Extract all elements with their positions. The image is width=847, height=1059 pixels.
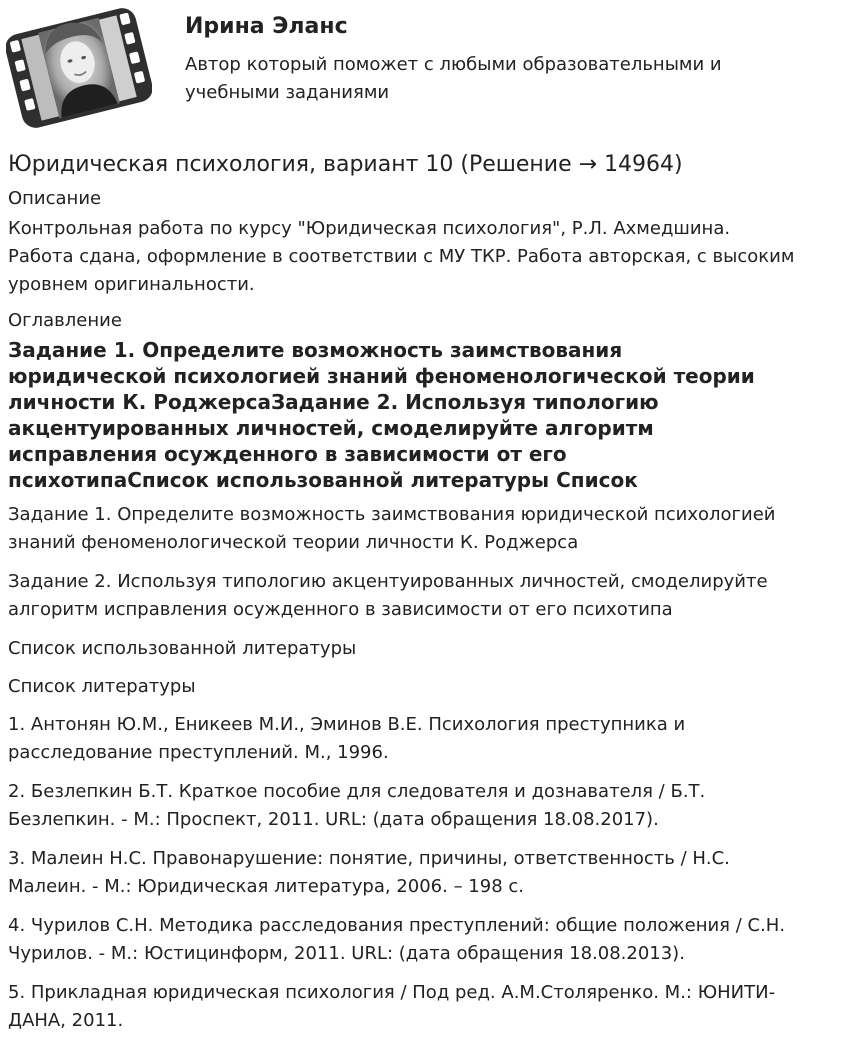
author-tagline-line: учебными заданиями — [185, 82, 390, 103]
task-1-line: Задание 1. Определите возможность заимствования юридической психологией — [8, 504, 776, 525]
task-2-line: Задание 2. Используя типологию акцентуированных личностей, смоделируйте — [8, 571, 768, 592]
references-heading: Список использованной литературы — [8, 638, 357, 659]
reference-line: 5. Прикладная юридическая психология / Под ред. А.М.Столяренко. М.: ЮНИТИ- — [8, 982, 776, 1003]
description-line: уровнем оригинальности. — [8, 274, 255, 295]
reference-line: Безлепкин. - М.: Проспект, 2011. URL: (дата обращения 18.08.2017). — [8, 809, 659, 830]
table-of-contents — [8, 337, 840, 493]
description-text — [8, 215, 840, 299]
reference-line: 1. Антонян Ю.М., Еникеев М.И., Эминов В.Е. Психология преступника и — [8, 714, 686, 735]
toc-line: личности К. РоджерсаЗадание 2. Используя типологию — [8, 390, 659, 414]
reference-line: 2. Безлепкин Б.Т. Краткое пособие для следователя и дознавателя / Б.Т. — [8, 781, 706, 802]
description-line: Работа сдана, оформление в соответствии с МУ ТКР. Работа авторская, с высоким — [8, 246, 795, 267]
reference-line: 4. Чурилов С.Н. Методика расследования преступлений: общие положения / С.Н. — [8, 915, 786, 936]
task-2-line: алгоритм исправления осужденного в зависимости от его психотипа — [8, 599, 673, 620]
task-1-line: знаний феноменологической теории личности К. Роджерса — [8, 532, 579, 553]
reference-line: ДАНА, 2011. — [8, 1010, 124, 1031]
references-subheading: Список литературы — [8, 676, 196, 697]
reference-line: расследование преступлений. М., 1996. — [8, 742, 389, 763]
reference-item — [8, 778, 840, 834]
work-content — [8, 150, 840, 1035]
references-list — [8, 711, 840, 1035]
reference-item — [8, 711, 840, 767]
reference-line: Чурилов. - М.: Юстицинформ, 2011. URL: (дата обращения 18.08.2013). — [8, 943, 685, 964]
reference-item — [8, 912, 840, 968]
toc-line: акцентуированных личностей, смоделируйте алгоритм — [8, 416, 654, 440]
task-2-section — [8, 568, 840, 624]
reference-line: 3. Малеин Н.С. Правонарушение: понятие, причины, ответственность / Н.С. — [8, 848, 730, 869]
description-line: Контрольная работа по курсу "Юридическая психология", Р.Л. Ахмедшина. — [8, 218, 731, 239]
reference-item — [8, 979, 840, 1035]
author-tagline-line: Автор который поможет с любыми образовательными и — [185, 54, 722, 75]
task-1-section — [8, 501, 840, 557]
toc-label: Оглавление — [8, 310, 122, 331]
toc-line: юридической психологией знаний феноменологической теории — [8, 364, 755, 388]
author-header — [0, 0, 847, 140]
toc-line: исправления осужденного в зависимости от его — [8, 442, 567, 466]
author-avatar — [6, 6, 152, 130]
toc-line: Задание 1. Определите возможность заимствования — [8, 338, 623, 362]
reference-item — [8, 845, 840, 901]
author-tagline — [185, 51, 825, 107]
toc-line: психотипаСписок использованной литературы Список — [8, 468, 638, 492]
film-strip-avatar-icon — [6, 6, 152, 130]
author-name: Ирина Эланс — [185, 14, 348, 39]
page-title: Юридическая психология, вариант 10 (Решение → 14964) — [8, 152, 683, 177]
reference-line: Малеин. - М.: Юридическая литература, 2006. – 198 с. — [8, 876, 524, 897]
description-label: Описание — [8, 188, 102, 209]
